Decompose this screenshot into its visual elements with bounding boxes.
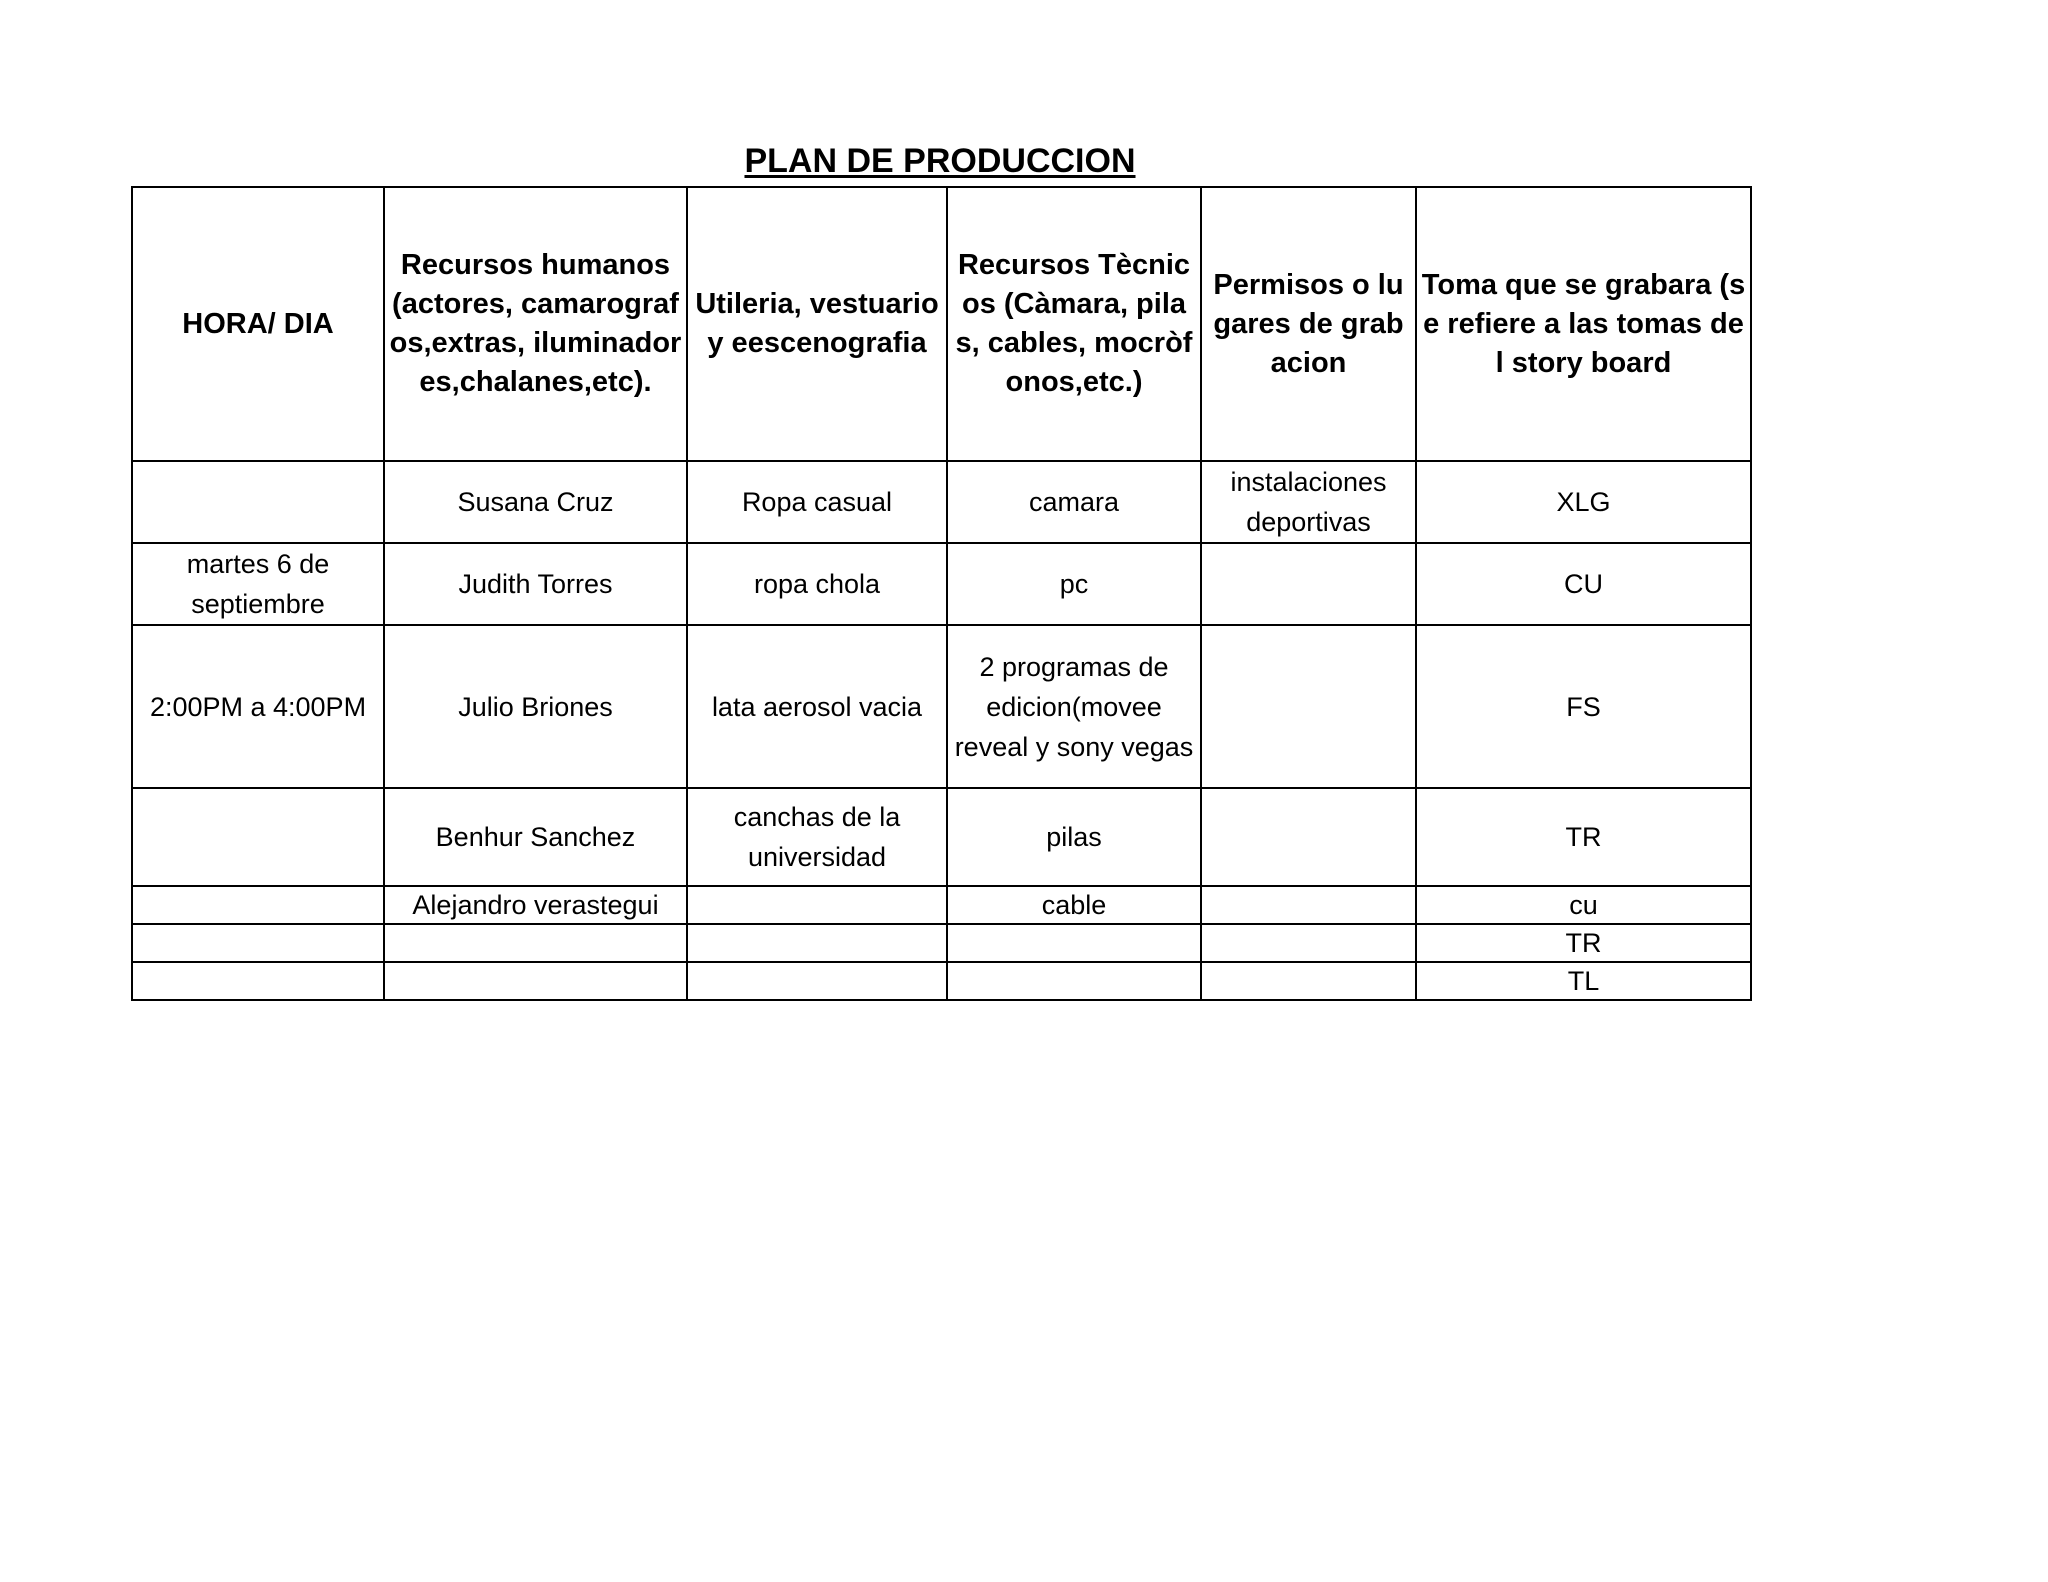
- header-recursos-humanos: Recursos humanos (actores, camarografos,extras, iluminadores,chalanes,etc).: [384, 187, 687, 461]
- cell-recursos-humanos: [384, 924, 687, 962]
- cell-toma: XLG: [1416, 461, 1751, 543]
- cell-permisos: [1201, 962, 1416, 1000]
- cell-toma: CU: [1416, 543, 1751, 625]
- cell-utileria: lata aerosol vacia: [687, 625, 947, 788]
- table-row: [132, 886, 1751, 924]
- cell-recursos-humanos: [384, 962, 687, 1000]
- cell-utileria: [687, 924, 947, 962]
- cell-utileria: Ropa casual: [687, 461, 947, 543]
- cell-hora-dia: [132, 461, 384, 543]
- table-row: [132, 788, 1751, 886]
- cell-permisos: [1201, 788, 1416, 886]
- header-permisos: Permisos o lugares de grabacion: [1201, 187, 1416, 461]
- table-row: [132, 962, 1751, 1000]
- cell-recursos-tecnicos: camara: [947, 461, 1201, 543]
- cell-utileria: [687, 886, 947, 924]
- cell-hora-dia: [132, 788, 384, 886]
- cell-recursos-humanos: Julio Briones: [384, 625, 687, 788]
- cell-recursos-tecnicos: pilas: [947, 788, 1201, 886]
- cell-recursos-tecnicos: [947, 924, 1201, 962]
- cell-recursos-humanos: Benhur Sanchez: [384, 788, 687, 886]
- production-plan-table: [131, 186, 1752, 1001]
- header-utileria: Utileria, vestuario y eescenografia: [687, 187, 947, 461]
- cell-toma: TR: [1416, 924, 1751, 962]
- header-row: [132, 187, 1751, 461]
- cell-toma: TR: [1416, 788, 1751, 886]
- header-toma: Toma que se grabara (se refiere a las tomas del story board: [1416, 187, 1751, 461]
- cell-toma: cu: [1416, 886, 1751, 924]
- table-row: [132, 461, 1751, 543]
- cell-hora-dia: martes 6 de septiembre: [132, 543, 384, 625]
- cell-recursos-humanos: Judith Torres: [384, 543, 687, 625]
- table-row: [132, 543, 1751, 625]
- cell-hora-dia: 2:00PM a 4:00PM: [132, 625, 384, 788]
- cell-permisos: [1201, 543, 1416, 625]
- cell-recursos-humanos: Susana Cruz: [384, 461, 687, 543]
- cell-permisos: instalaciones deportivas: [1201, 461, 1416, 543]
- cell-toma: FS: [1416, 625, 1751, 788]
- cell-recursos-humanos: Alejandro verastegui: [384, 886, 687, 924]
- cell-permisos: [1201, 886, 1416, 924]
- cell-hora-dia: [132, 924, 384, 962]
- cell-permisos: [1201, 924, 1416, 962]
- page-title: PLAN DE PRODUCCION: [744, 142, 1136, 180]
- cell-recursos-tecnicos: 2 programas de edicion(movee reveal y sony vegas: [947, 625, 1201, 788]
- cell-recursos-tecnicos: [947, 962, 1201, 1000]
- cell-hora-dia: [132, 886, 384, 924]
- cell-permisos: [1201, 625, 1416, 788]
- cell-recursos-tecnicos: cable: [947, 886, 1201, 924]
- cell-hora-dia: [132, 962, 384, 1000]
- table-row: [132, 625, 1751, 788]
- cell-utileria: canchas de la universidad: [687, 788, 947, 886]
- cell-recursos-tecnicos: pc: [947, 543, 1201, 625]
- cell-utileria: [687, 962, 947, 1000]
- cell-utileria: ropa chola: [687, 543, 947, 625]
- header-recursos-tecnicos: Recursos Tècnicos (Càmara, pilas, cables, mocròfonos,etc.): [947, 187, 1201, 461]
- table-row: [132, 924, 1751, 962]
- cell-toma: TL: [1416, 962, 1751, 1000]
- header-hora-dia: HORA/ DIA: [132, 187, 384, 461]
